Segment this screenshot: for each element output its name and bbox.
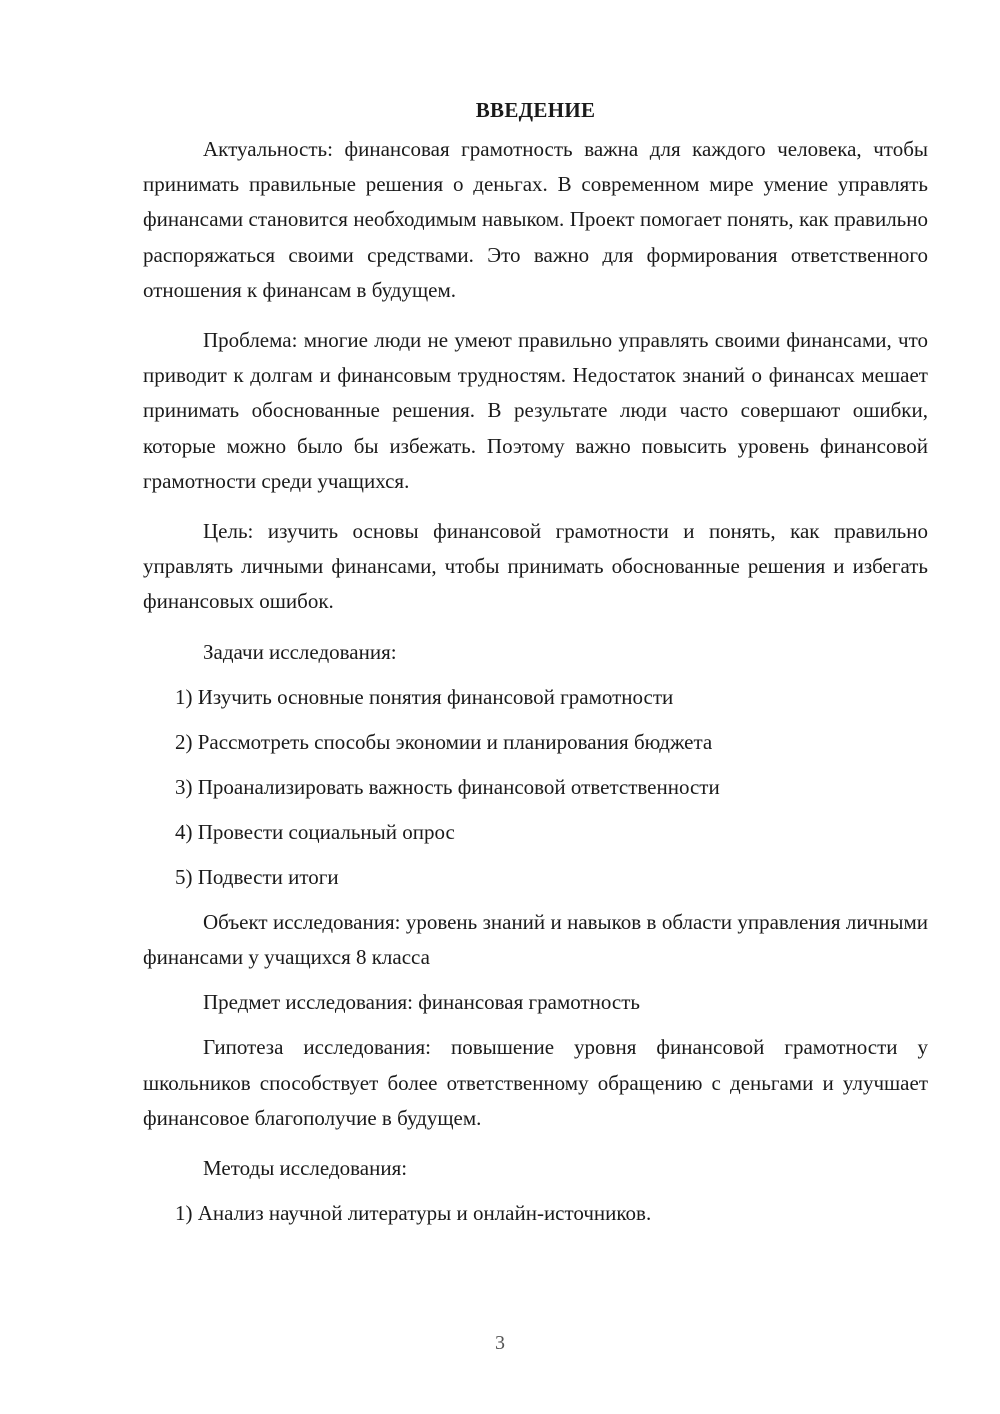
list-item: 1) Изучить основные понятия финансовой грамотности (175, 684, 674, 709)
subject-paragraph: Предмет исследования: финансовая грамотность (203, 990, 640, 1015)
problem-paragraph: Проблема: многие люди не умеют правильно управлять своими финансами, что приводит к долгам и финансовым трудностям. Недостаток знаний о финансах мешает принимать обоснованные решения. В результате люди часто совершают ошибки, которые можно было бы избежать. Поэтому важно повысить уровень финансовой грамотности среди учащихся. (143, 328, 928, 493)
list-item: 3) Проанализировать важность финансовой ответственности (175, 774, 720, 799)
tasks-heading: Задачи исследования: (203, 639, 397, 664)
hypothesis-paragraph: Гипотеза исследования: повышение уровня финансовой грамотности у школьников способствует более ответственному обращению с деньгами и улучшает финансовое благополучие в будущем. (143, 1035, 928, 1130)
list-item: 5) Подвести итоги (175, 864, 339, 889)
relevance-paragraph: Актуальность: финансовая грамотность важна для каждого человека, чтобы принимать правильные решения о деньгах. В современном мире умение управлять финансами становится необходимым навыком. Проект помогает понять, как правильно распоряжаться своими средствами. Это важно для формирования ответственного отношения к финансам в будущем. (143, 137, 928, 302)
list-item: 2) Рассмотреть способы экономии и планирования бюджета (175, 729, 713, 754)
list-item: 1) Анализ научной литературы и онлайн-источников. (175, 1201, 652, 1226)
document-page (143, 92, 928, 1231)
methods-list (143, 1196, 928, 1231)
page-title: ВВЕДЕНИЕ (475, 98, 596, 122)
tasks-list (143, 680, 928, 895)
goal-paragraph: Цель: изучить основы финансовой грамотности и понять, как правильно управлять личными финансами, чтобы принимать обоснованные решения и избегать финансовых ошибок. (143, 519, 928, 614)
page-number: 3 (495, 1332, 505, 1354)
object-paragraph: Объект исследования: уровень знаний и навыков в области управления личными финансами у учащихся 8 класса (143, 909, 928, 970)
list-item: 4) Провести социальный опрос (175, 819, 455, 844)
methods-heading: Методы исследования: (203, 1156, 408, 1181)
